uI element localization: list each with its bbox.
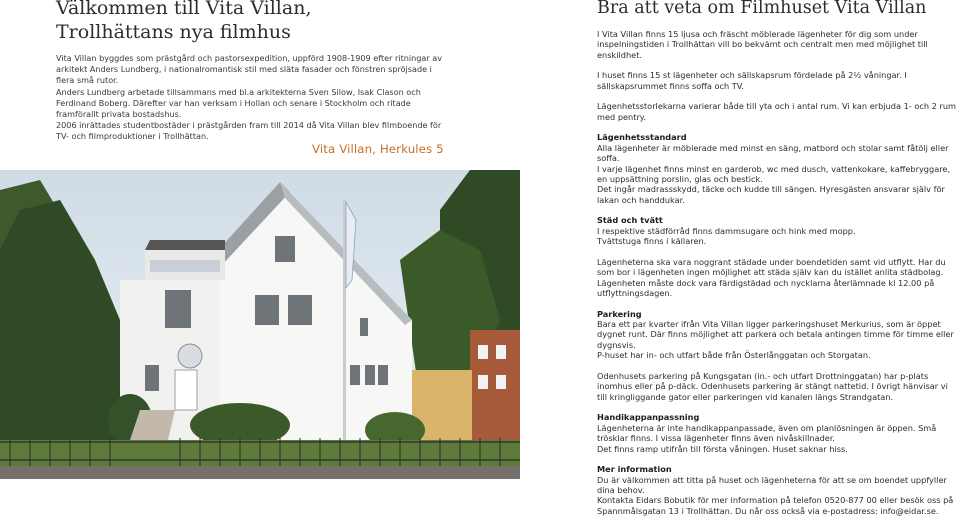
accessibility-line-1: Lägenheterna är inte handikappanpassade, även om planlösningen är öppen. Små trösklar finns. I vissa lägenheter finns även nivåskillnader. xyxy=(597,422,937,444)
info-heading: Mer information xyxy=(597,464,672,475)
cleaning-line-1: I respektive städförråd finns dammsugare och hink med mopp. xyxy=(597,225,856,236)
right-page-title: Bra att veta om Filmhuset Vita Villan xyxy=(597,0,927,18)
parking-note: Odenhusets parkering på Kungsgatan (in.- och utfart Drottninggatan) har p-plats inomhus eller på p-däck. Odenhusets parkering är stängt nattetid. I övrigt hänvisar vi till kringliggande gator eller parkeringen vid kanalen längs Strandgatan. xyxy=(597,370,948,402)
intro-paragraph-3: 2006 inrättades studentbostäder i prästgården fram till 2014 då Vita Villan blev filmboende för TV- och filmproduktioner i Trollhättan. xyxy=(56,120,442,142)
info-paragraph-3: Lägenhetsstorlekarna varierar både till yta och i antal rum. Vi kan erbjuda 1- och 2 rum med pentry. xyxy=(597,101,956,122)
info-line-1: Du är välkommen att titta på huset och lägenheterna för att se om boendet uppfyller dina behov. xyxy=(597,474,947,495)
intro-paragraph-1: Vita Villan byggdes som prästgård och pastorsexpedition, uppförd 1908-1909 efter ritningar av arkitekt Anders Lundberg, i nationalromantisk stil med släta fasader och fönstren spröjsade i flera små rutor. xyxy=(56,53,443,86)
info-section xyxy=(597,464,957,516)
parking-heading: Parkering xyxy=(597,308,642,319)
info-line-2: Kontakta Eidars Bobutik för mer information på telefon 0520-877 00 eller besök oss på Spannmålsgatan 13 i Trollhättan. Du når oss också via e-postadress: info@eidar.se. xyxy=(597,495,954,516)
parking-section xyxy=(597,309,957,361)
accessibility-heading: Handikappanpassning xyxy=(597,412,700,423)
info-paragraph-1: I Vita Villan finns 15 ljusa och fräscht möblerade lägenheter för dig som under inspelningstiden i Trollhättan vill bo bekvämt och centralt men med möjlighet till enskildhet. xyxy=(597,29,928,60)
left-page-title xyxy=(56,0,496,44)
parking-line-1: Bara ett par kvarter ifrån Vita Villan ligger parkeringshuset Merkurius, som är öppet dygnet runt. Där finns möjlighet att parkera och betala antingen timme för timme eller dygnsvis. xyxy=(597,319,954,350)
title-line-1: Välkommen till Vita Villan, xyxy=(56,0,312,19)
villa-illustration xyxy=(0,170,520,479)
standard-heading: Lägenhetsstandard xyxy=(597,132,687,143)
accessibility-section xyxy=(597,412,957,454)
title-line-2: Trollhättans nya filmhus xyxy=(56,21,291,43)
info-text xyxy=(597,29,957,526)
standard-line-1: Alla lägenheter är möblerade med minst en säng, matbord och stolar samt fåtölj eller soffa. xyxy=(597,142,949,164)
intro-paragraph-2: Anders Lundberg arbetade tillsammans med bl.a arkitekterna Sven Silow, Isak Clason och Ferdinand Boberg. Därefter var han verksam i Hollan och senare i Stockholm och ritade framförallt privata bostadshus. xyxy=(56,86,421,120)
intro-text xyxy=(56,53,451,143)
villa-photo xyxy=(0,170,520,479)
cleaning-note: Lägenheterna ska vara noggrant städade under boendetiden samt vid utflytt. Har du som bor i lägenheten ingen möjlighet att städa själv kan du istället anlita städbolag. Lägenheten måste dock vara färdigstädad och nycklarna återlämnade kl 12.00 på utflyttningsdagen. xyxy=(597,256,946,299)
photo-caption: Vita Villan, Herkules 5 xyxy=(312,142,444,156)
info-paragraph-2: I huset finns 15 st lägenheter och sällskapsrum fördelade på 2½ våningar. I sällskapsrummet finns soffa och TV. xyxy=(597,70,907,91)
cleaning-section xyxy=(597,215,957,246)
standard-line-3: Det ingår madrassskydd, täcke och kudde till sängen. Hyresgästen ansvarar själv för lakan och handdukar. xyxy=(597,184,945,205)
cleaning-line-2: Tvättstuga finns i källaren. xyxy=(597,236,707,247)
standard-section xyxy=(597,132,957,205)
parking-line-2: P-huset har in- och utfart både från Österlånggatan och Storgatan. xyxy=(597,350,871,361)
cleaning-heading: Städ och tvätt xyxy=(597,215,663,226)
accessibility-line-2: Det finns ramp utifrån till första våningen. Huset saknar hiss. xyxy=(597,443,848,454)
standard-line-2: I varje lägenhet finns minst en garderob, wc med dusch, vattenkokare, kaffebryggare, en uppsättning porslin, glas och bestick. xyxy=(597,163,951,185)
